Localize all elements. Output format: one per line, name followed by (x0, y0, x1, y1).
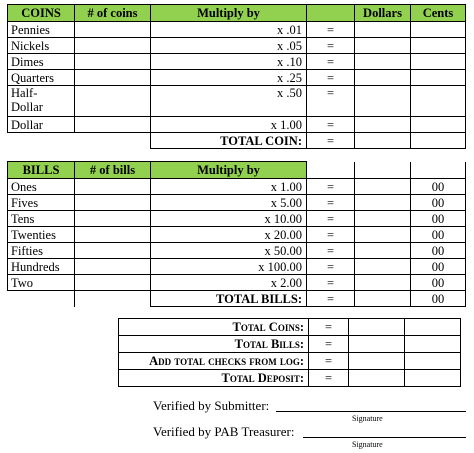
bill-dollars-field[interactable] (355, 259, 411, 275)
coin-multiplier: x 1.00 (151, 117, 307, 133)
bill-row (8, 227, 466, 243)
bill-multiplier: x 1.00 (151, 179, 307, 195)
coin-count-field[interactable] (75, 70, 151, 86)
treasurer-label: Verified by PAB Treasurer: (153, 424, 295, 439)
equals-sign: = (307, 243, 355, 259)
coin-label: Dimes (8, 54, 75, 70)
summary-cents-field[interactable] (405, 353, 461, 370)
bill-label: Ones (8, 179, 75, 195)
equals-sign: = (307, 70, 355, 86)
treasurer-signature-line[interactable] (303, 437, 466, 438)
coins-count-header: # of coins (75, 5, 151, 22)
summary-row (119, 370, 461, 387)
coin-cents-field[interactable] (411, 38, 466, 54)
bill-count-field[interactable] (75, 195, 151, 211)
coin-multiplier: x .05 (151, 38, 307, 54)
coin-count-field[interactable] (75, 54, 151, 70)
bill-row (8, 259, 466, 275)
coin-count-field[interactable] (75, 38, 151, 54)
bill-cents: 00 (411, 179, 466, 195)
coins-table (7, 4, 466, 149)
coins-dollars-header: Dollars (355, 5, 411, 22)
equals-sign: = (307, 54, 355, 70)
blank-cell (8, 291, 75, 307)
equals-sign: = (307, 259, 355, 275)
summary-row (119, 319, 461, 336)
bill-label: Tens (8, 211, 75, 227)
coin-row (8, 22, 466, 38)
blank-cell (8, 133, 75, 149)
coin-cents-field[interactable] (411, 117, 466, 133)
bill-multiplier: x 100.00 (151, 259, 307, 275)
bill-cents: 00 (411, 195, 466, 211)
equals-sign: = (309, 336, 349, 353)
blank-cell (75, 291, 151, 307)
coin-count-field[interactable] (75, 22, 151, 38)
equals-sign: = (307, 179, 355, 195)
bill-count-field[interactable] (75, 227, 151, 243)
coin-count-field[interactable] (75, 86, 151, 117)
bill-dollars-field[interactable] (355, 275, 411, 291)
bill-multiplier: x 2.00 (151, 275, 307, 291)
treasurer-signature-caption: Signature (352, 440, 383, 449)
bills-blank-header (411, 162, 466, 179)
summary-dollars-field[interactable] (349, 353, 405, 370)
bill-dollars-field[interactable] (355, 179, 411, 195)
summary-dollars-field[interactable] (349, 319, 405, 336)
bill-row (8, 243, 466, 259)
summary-row (119, 336, 461, 353)
bill-cents: 00 (411, 243, 466, 259)
bill-total-row (8, 291, 466, 307)
coin-row (8, 54, 466, 70)
coin-label: Half- Dollar (8, 86, 75, 117)
blank-cell (75, 133, 151, 149)
total-bills-cents: 00 (411, 291, 466, 307)
bill-row (8, 211, 466, 227)
summary-dollars-field[interactable] (349, 370, 405, 387)
total-bills-dollars-field[interactable] (355, 291, 411, 307)
bill-cents: 00 (411, 211, 466, 227)
summary-table (118, 318, 461, 387)
equals-sign: = (309, 370, 349, 387)
coin-multiplier: x .50 (151, 86, 307, 117)
coin-dollars-field[interactable] (355, 54, 411, 70)
total-coin-cents-field[interactable] (411, 133, 466, 149)
bill-multiplier: x 5.00 (151, 195, 307, 211)
coin-row (8, 70, 466, 86)
submitter-label: Verified by Submitter: (153, 398, 270, 413)
coin-row (8, 117, 466, 133)
bill-label: Two (8, 275, 75, 291)
bill-label: Fives (8, 195, 75, 211)
coin-label: Nickels (8, 38, 75, 54)
equals-sign: = (307, 227, 355, 243)
summary-total-coins-label: Total Coins: (119, 319, 309, 336)
bill-label: Hundreds (8, 259, 75, 275)
coin-dollars-field[interactable] (355, 22, 411, 38)
equals-sign: = (309, 353, 349, 370)
bills-table (7, 161, 466, 307)
submitter-signature-line[interactable] (276, 411, 466, 412)
equals-sign: = (307, 133, 355, 149)
bill-cents: 00 (411, 259, 466, 275)
equals-sign: = (307, 195, 355, 211)
equals-sign: = (307, 211, 355, 227)
summary-total-deposit-label: Total Deposit: (119, 370, 309, 387)
bill-count-field[interactable] (75, 179, 151, 195)
equals-sign: = (307, 86, 355, 117)
coin-cents-field[interactable] (411, 86, 466, 117)
bills-multiply-header: Multiply by (151, 162, 307, 179)
submitter-signature-caption: Signature (352, 414, 383, 423)
summary-cents-field[interactable] (405, 319, 461, 336)
bill-dollars-field[interactable] (355, 243, 411, 259)
coins-header-row (8, 5, 466, 22)
equals-sign: = (307, 22, 355, 38)
coin-label: Quarters (8, 70, 75, 86)
equals-sign: = (307, 275, 355, 291)
coin-cents-field[interactable] (411, 70, 466, 86)
total-bills-label: TOTAL BILLS: (151, 291, 307, 307)
bill-count-field[interactable] (75, 211, 151, 227)
bill-row (8, 275, 466, 291)
summary-total-bills-label: Total Bills: (119, 336, 309, 353)
equals-sign: = (307, 117, 355, 133)
total-coin-label: TOTAL COIN: (151, 133, 307, 149)
summary-dollars-field[interactable] (349, 336, 405, 353)
bill-cents: 00 (411, 227, 466, 243)
coins-multiply-header: Multiply by (151, 5, 307, 22)
bill-multiplier: x 20.00 (151, 227, 307, 243)
coins-cents-header: Cents (411, 5, 466, 22)
equals-sign: = (307, 291, 355, 307)
bill-count-field[interactable] (75, 259, 151, 275)
bills-count-header: # of bills (75, 162, 151, 179)
bill-multiplier: x 50.00 (151, 243, 307, 259)
bill-dollars-field[interactable] (355, 227, 411, 243)
bills-header-row (8, 162, 466, 179)
bill-count-field[interactable] (75, 275, 151, 291)
coin-label: Pennies (8, 22, 75, 38)
bill-multiplier: x 10.00 (151, 211, 307, 227)
summary-cents-field[interactable] (405, 336, 461, 353)
coin-multiplier: x .25 (151, 70, 307, 86)
equals-sign: = (309, 319, 349, 336)
coins-equals-header (307, 5, 355, 22)
bills-blank-header (307, 162, 355, 179)
coin-dollars-field[interactable] (355, 70, 411, 86)
bills-blank-header (355, 162, 411, 179)
coin-dollars-field[interactable] (355, 117, 411, 133)
bill-dollars-field[interactable] (355, 211, 411, 227)
bill-count-field[interactable] (75, 243, 151, 259)
coin-multiplier: x .01 (151, 22, 307, 38)
coin-cents-field[interactable] (411, 54, 466, 70)
coin-dollars-field[interactable] (355, 38, 411, 54)
coin-total-row (8, 133, 466, 149)
summary-checks-label: Add total checks from log: (119, 353, 309, 370)
total-coin-dollars-field[interactable] (355, 133, 411, 149)
bill-cents: 00 (411, 275, 466, 291)
summary-cents-field[interactable] (405, 370, 461, 387)
bill-label: Twenties (8, 227, 75, 243)
coin-row (8, 86, 466, 117)
coins-header: COINS (8, 5, 75, 22)
equals-sign: = (307, 38, 355, 54)
coin-multiplier: x .10 (151, 54, 307, 70)
coin-count-field[interactable] (75, 117, 151, 133)
summary-row (119, 353, 461, 370)
bill-row (8, 179, 466, 195)
bill-label: Fifties (8, 243, 75, 259)
coin-row (8, 38, 466, 54)
coin-label: Dollar (8, 117, 75, 133)
bill-row (8, 195, 466, 211)
bills-header: BILLS (8, 162, 75, 179)
coin-cents-field[interactable] (411, 22, 466, 38)
coin-dollars-field[interactable] (355, 86, 411, 117)
bill-dollars-field[interactable] (355, 195, 411, 211)
